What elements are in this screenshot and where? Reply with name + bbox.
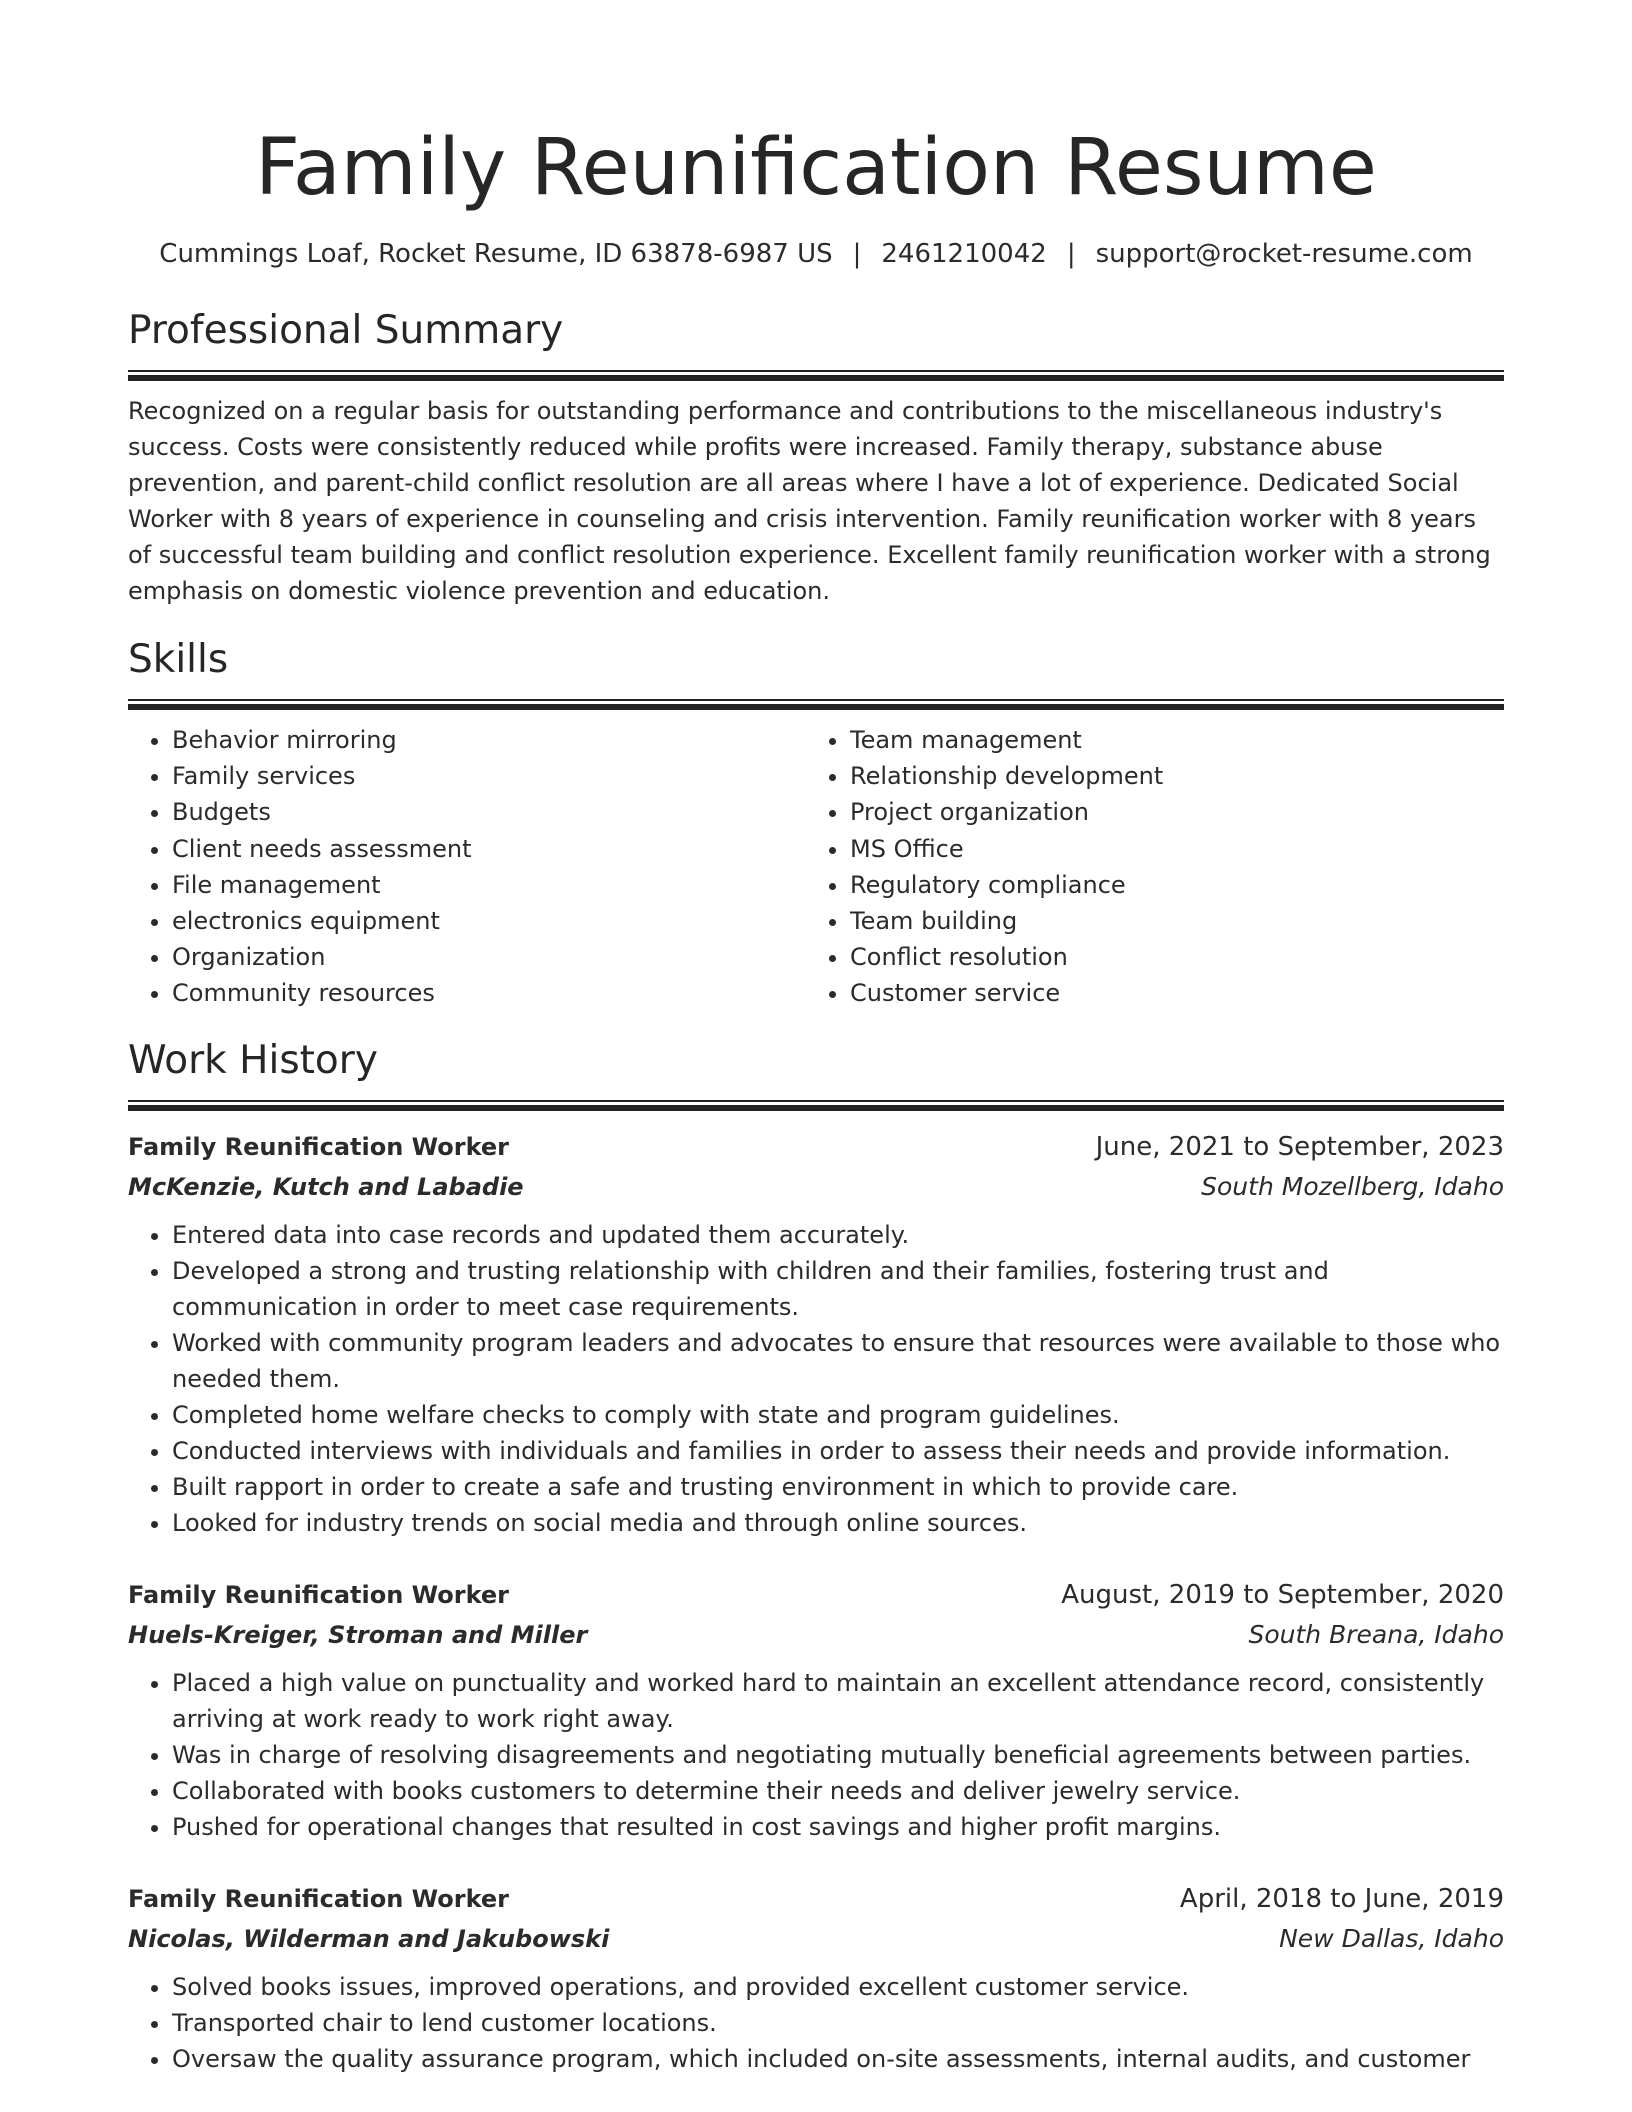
skill-item: • Customer service: [850, 975, 1484, 1011]
job-bullet: • Conducted interviews with individuals and families in order to assess their needs and provide information.: [172, 1433, 1504, 1469]
job-title: Family Reunification Worker: [128, 1580, 510, 1609]
job-bullet: • Completed home welfare checks to comply with state and program guidelines.: [172, 1397, 1504, 1433]
skill-item: • Project organization: [850, 794, 1484, 830]
job-bullets: [128, 1665, 1504, 1845]
job-subheader: [128, 1167, 1504, 1207]
job-bullet: • Placed a high value on punctuality and worked hard to maintain an excellent attendance record, consistently arriving at work ready to work right away.: [172, 1665, 1504, 1737]
job-subheader: [128, 1919, 1504, 1959]
job-bullet: • Solved books issues, improved operations, and provided excellent customer service.: [172, 1969, 1504, 2005]
skill-item: • electronics equipment: [172, 903, 806, 939]
contact-address: Cummings Loaf, Rocket Resume, ID 63878-6987 US: [159, 239, 833, 269]
job-title: Family Reunification Worker: [128, 1132, 510, 1161]
job-dates: June, 2021 to September, 2023: [1095, 1131, 1504, 1162]
job-bullet: • Worked with community program leaders and advocates to ensure that resources were available to those who needed them.: [172, 1325, 1504, 1397]
contact-email: support@rocket-resume.com: [1095, 239, 1473, 269]
skills-list: [128, 722, 1504, 1012]
skill-item: • Team management: [850, 722, 1484, 758]
resume-page: [128, 0, 1504, 2077]
skills-column-left: [128, 722, 806, 1012]
skill-item: • MS Office: [850, 831, 1484, 867]
job-location: South Mozellberg, Idaho: [1201, 1171, 1504, 1201]
job-location: South Breana, Idaho: [1248, 1619, 1504, 1649]
contact-phone: 2461210042: [881, 239, 1047, 269]
section-divider: [128, 1100, 1504, 1111]
job-subheader: [128, 1615, 1504, 1655]
job-entry: [128, 1879, 1504, 2077]
job-company: Nicolas, Wilderman and Jakubowski: [128, 1924, 610, 1953]
section-divider: [128, 370, 1504, 381]
skill-item: • Budgets: [172, 794, 806, 830]
job-company: Huels-Kreiger, Stroman and Miller: [128, 1620, 588, 1649]
job-header: [128, 1575, 1504, 1615]
skill-item: • Family services: [172, 758, 806, 794]
job-bullet: • Oversaw the quality assurance program, which included on-site assessments, internal audits, and customer: [172, 2041, 1504, 2077]
job-bullet: • Built rapport in order to create a safe and trusting environment in which to provide care.: [172, 1469, 1504, 1505]
job-dates: April, 2018 to June, 2019: [1179, 1883, 1504, 1914]
job-bullet: • Collaborated with books customers to determine their needs and deliver jewelry service.: [172, 1773, 1504, 1809]
skills-column-right: [806, 722, 1484, 1012]
skills-heading: Skills: [128, 637, 229, 682]
job-bullets: [128, 1969, 1504, 2077]
job-title: Family Reunification Worker: [128, 1884, 510, 1913]
job-bullet: • Developed a strong and trusting relationship with children and their families, fostering trust and communication in order to meet case requirements.: [172, 1253, 1504, 1325]
job-header: [128, 1879, 1504, 1919]
job-location: New Dallas, Idaho: [1279, 1923, 1504, 1953]
job-entry: [128, 1575, 1504, 1845]
work-history-heading: Work History: [128, 1037, 378, 1083]
job-bullet: • Pushed for operational changes that resulted in cost savings and higher profit margins.: [172, 1809, 1504, 1845]
skill-item: • Behavior mirroring: [172, 722, 806, 758]
contact-line: [128, 236, 1504, 272]
job-header: [128, 1127, 1504, 1167]
summary-text: Recognized on a regular basis for outstanding performance and contributions to the miscellaneous industry's success. Costs were consistently reduced while profits were increased. Family therapy, substance abuse prevention, and parent-child conflict resolution are all areas where I have a lot of experience. Dedicated Social Worker with 8 years of experience in counseling and crisis intervention. Family reunification worker with 8 years of successful team building and conflict resolution experience. Excellent family reunification worker with a strong emphasis on domestic violence prevention and education.: [128, 397, 1491, 605]
skill-item: • Regulatory compliance: [850, 867, 1484, 903]
skill-item: • Organization: [172, 939, 806, 975]
skill-item: • Community resources: [172, 975, 806, 1011]
job-bullet: • Transported chair to lend customer locations.: [172, 2005, 1504, 2041]
job-bullet: • Was in charge of resolving disagreements and negotiating mutually beneficial agreements between parties.: [172, 1737, 1504, 1773]
skill-item: • Conflict resolution: [850, 939, 1484, 975]
summary-heading: Professional Summary: [128, 308, 564, 353]
job-dates: August, 2019 to September, 2020: [1061, 1579, 1504, 1610]
skill-item: • File management: [172, 867, 806, 903]
skill-item: • Client needs assessment: [172, 831, 806, 867]
skill-item: • Relationship development: [850, 758, 1484, 794]
job-bullets: [128, 1217, 1504, 1541]
resume-title: Family Reunification Resume: [255, 123, 1377, 213]
skill-item: • Team building: [850, 903, 1484, 939]
contact-separator: |: [852, 239, 862, 269]
job-bullet: • Looked for industry trends on social media and through online sources.: [172, 1505, 1504, 1541]
job-bullet: • Entered data into case records and updated them accurately.: [172, 1217, 1504, 1253]
section-divider: [128, 699, 1504, 710]
contact-separator: |: [1066, 239, 1076, 269]
job-company: McKenzie, Kutch and Labadie: [128, 1172, 524, 1201]
job-entry: [128, 1127, 1504, 1541]
